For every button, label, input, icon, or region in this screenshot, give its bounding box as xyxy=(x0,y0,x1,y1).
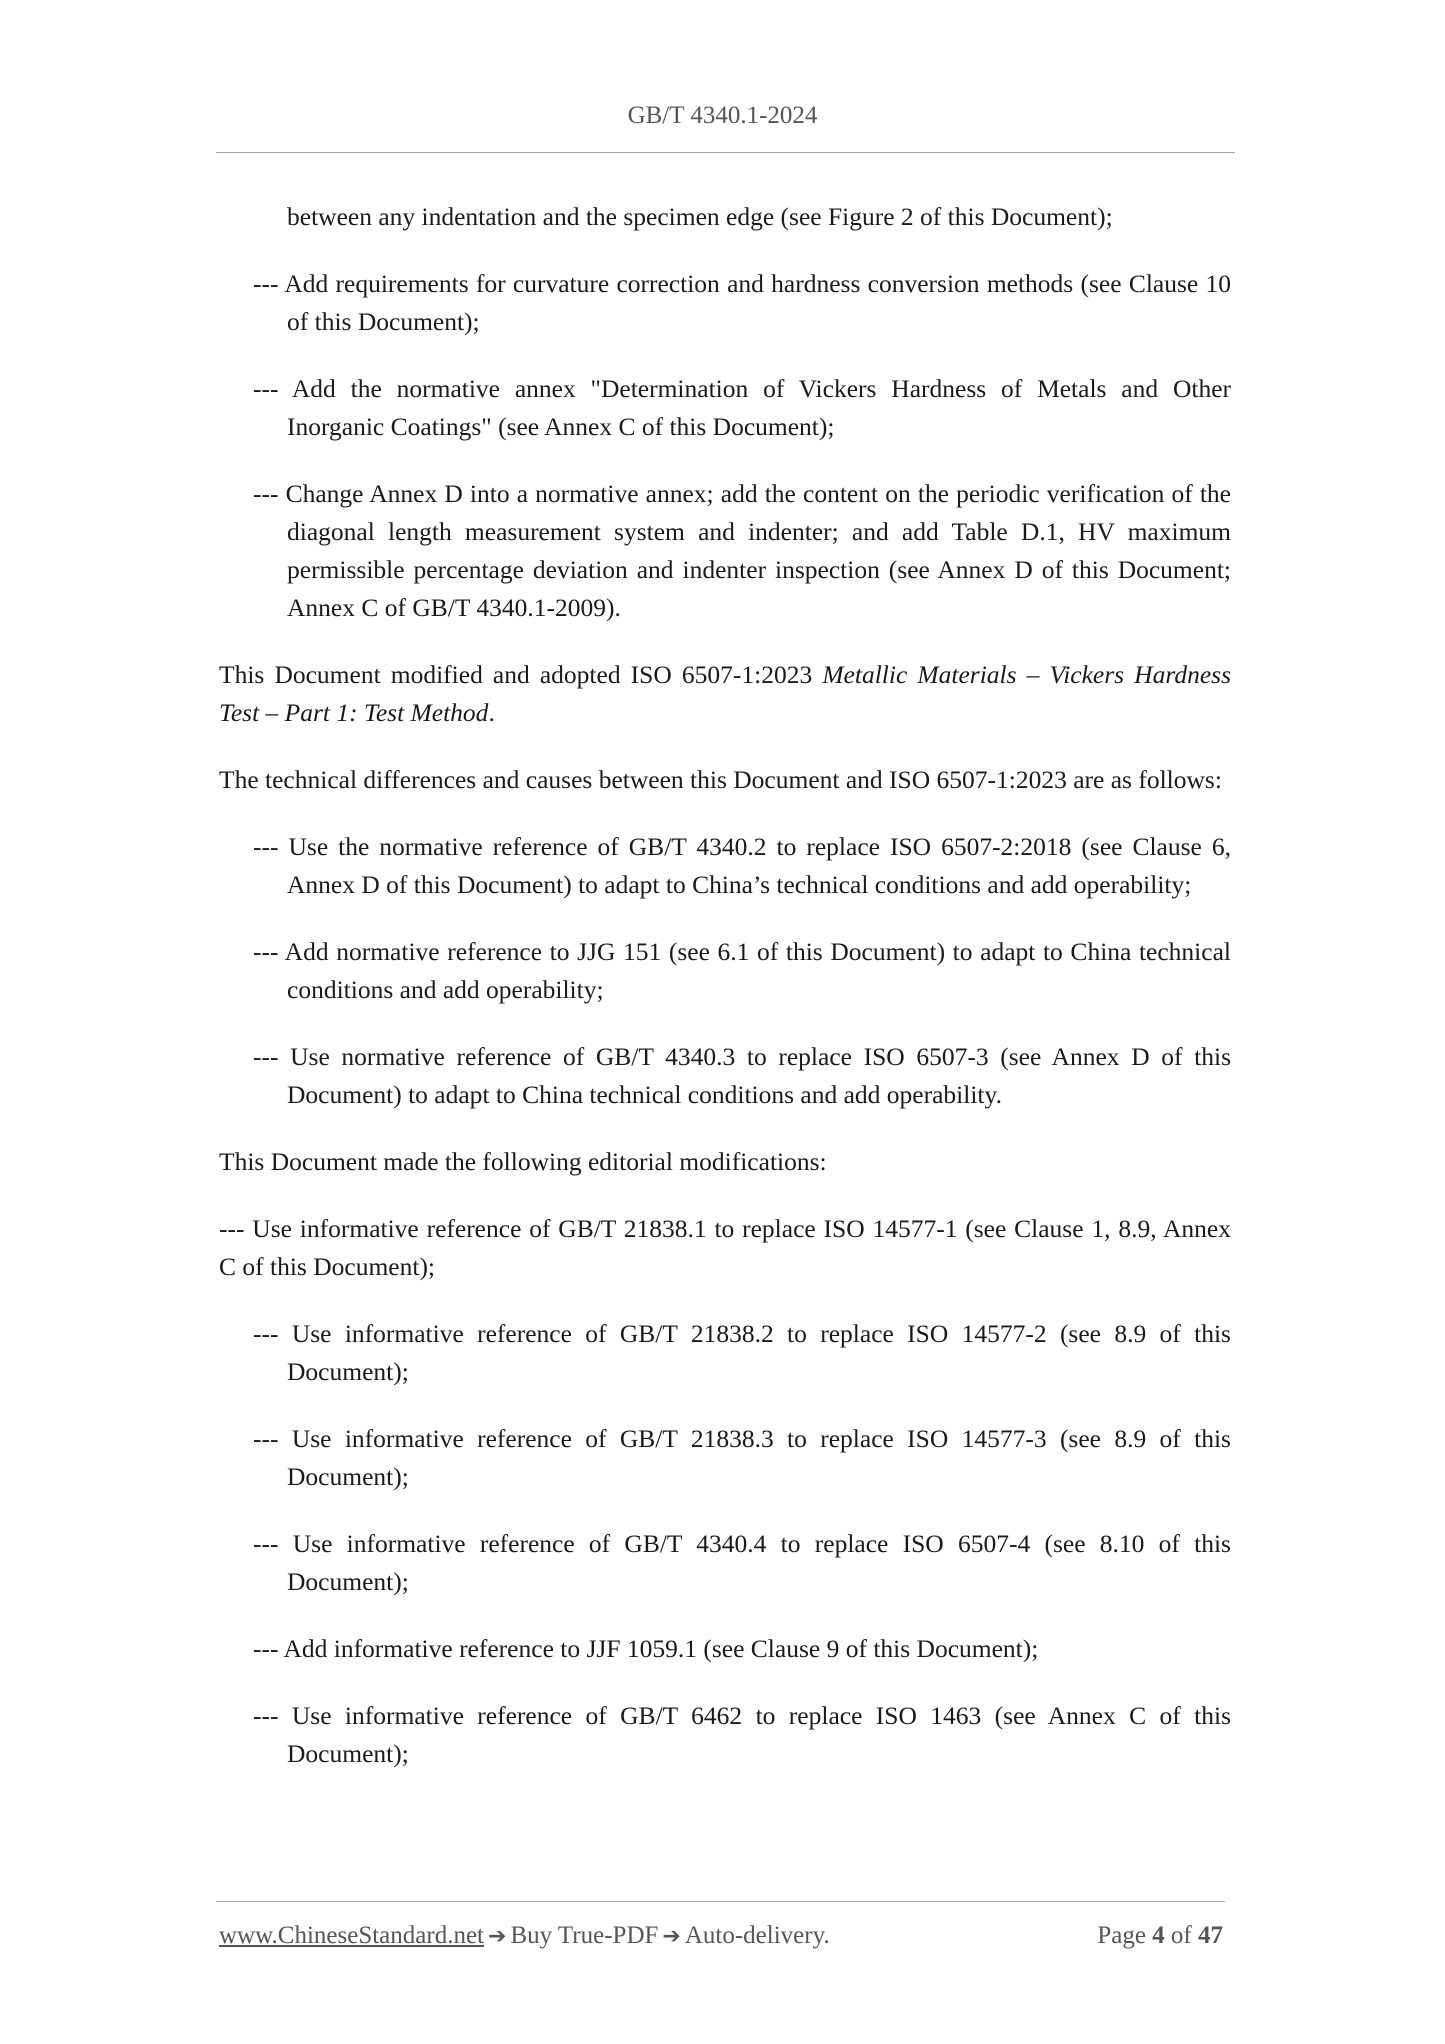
editorial-item: --- Use informative reference of GB/T 4340.4 to replace ISO 6507-4 (see 8.10 of this Document); xyxy=(253,1529,1231,1596)
footer-divider xyxy=(216,1901,1225,1902)
footer-promo xyxy=(219,1922,830,1950)
adoption-statement xyxy=(219,656,1231,732)
change-item-continuation: between any indentation and the specimen edge (see Figure 2 of this Document); xyxy=(287,202,1113,231)
adoption-suffix: . xyxy=(488,698,495,727)
change-item: --- Add the normative annex "Determination of Vickers Hardness of Metals and Other Inorganic Coatings" (see Annex C of this Document); xyxy=(253,374,1231,441)
editorial-item: --- Use informative reference of GB/T 6462 to replace ISO 1463 (see Annex C of this Document); xyxy=(253,1701,1231,1768)
header-divider xyxy=(216,152,1235,153)
change-item: --- Change Annex D into a normative annex; add the content on the periodic verification of the diagonal length measurement system and indenter; and add Table D.1, HV maximum permissible percentage deviation and indenter inspection (see Annex D of this Document; Annex C of GB/T 4340.1-2009). xyxy=(253,479,1231,622)
page-label: Page xyxy=(1097,1922,1146,1949)
editorial-item: --- Add informative reference to JJF 1059.1 (see Clause 9 of this Document); xyxy=(253,1634,1039,1663)
arrow-right-icon: ➔ xyxy=(488,1924,507,1949)
page-total: 47 xyxy=(1198,1922,1223,1949)
technical-difference-item: --- Use normative reference of GB/T 4340.3 to replace ISO 6507-3 (see Annex D of this Document) to adapt to China technical conditions and add operability. xyxy=(253,1042,1231,1109)
editorial-item: --- Use informative reference of GB/T 21838.3 to replace ISO 14577-3 (see 8.9 of this Document); xyxy=(253,1424,1231,1491)
header-title: GB/T 4340.1-2024 xyxy=(627,102,818,129)
change-item: --- Add requirements for curvature correction and hardness conversion methods (see Clause 10 of this Document); xyxy=(253,269,1231,336)
buy-true-pdf-text: Buy True-PDF xyxy=(510,1922,659,1949)
page-footer xyxy=(219,1922,1223,1962)
editorial-item: --- Use informative reference of GB/T 21838.2 to replace ISO 14577-2 (see 8.9 of this Document); xyxy=(253,1319,1231,1386)
auto-delivery-text: Auto-delivery. xyxy=(684,1922,830,1949)
technical-difference-item: --- Add normative reference to JJG 151 (see 6.1 of this Document) to adapt to China technical conditions and add operability; xyxy=(253,937,1231,1004)
document-body xyxy=(219,198,1231,1802)
editorial-item-unindented: --- Use informative reference of GB/T 21838.1 to replace ISO 14577-1 (see Clause 1, 8.9, Annex C of this Document); xyxy=(219,1214,1231,1281)
technical-difference-item: --- Use the normative reference of GB/T 4340.2 to replace ISO 6507-2:2018 (see Clause 6, Annex D of this Document) to adapt to China’s technical conditions and add operability; xyxy=(253,832,1231,899)
page-current: 4 xyxy=(1152,1922,1165,1949)
arrow-right-icon: ➔ xyxy=(662,1924,681,1949)
page-of-label: of xyxy=(1170,1922,1192,1949)
adopted-standard-title: Metallic Materials – Vickers Hardness Test – Part 1: Test Method xyxy=(219,660,1231,727)
editorial-modifications-intro: This Document made the following editorial modifications: xyxy=(219,1147,827,1176)
technical-differences-intro: The technical differences and causes between this Document and ISO 6507-1:2023 are as follows: xyxy=(219,765,1222,794)
page-number xyxy=(1097,1922,1223,1950)
website-link[interactable]: www.ChineseStandard.net xyxy=(219,1922,484,1949)
adoption-prefix: This Document modified and adopted ISO 6507-1:2023 xyxy=(219,660,823,689)
